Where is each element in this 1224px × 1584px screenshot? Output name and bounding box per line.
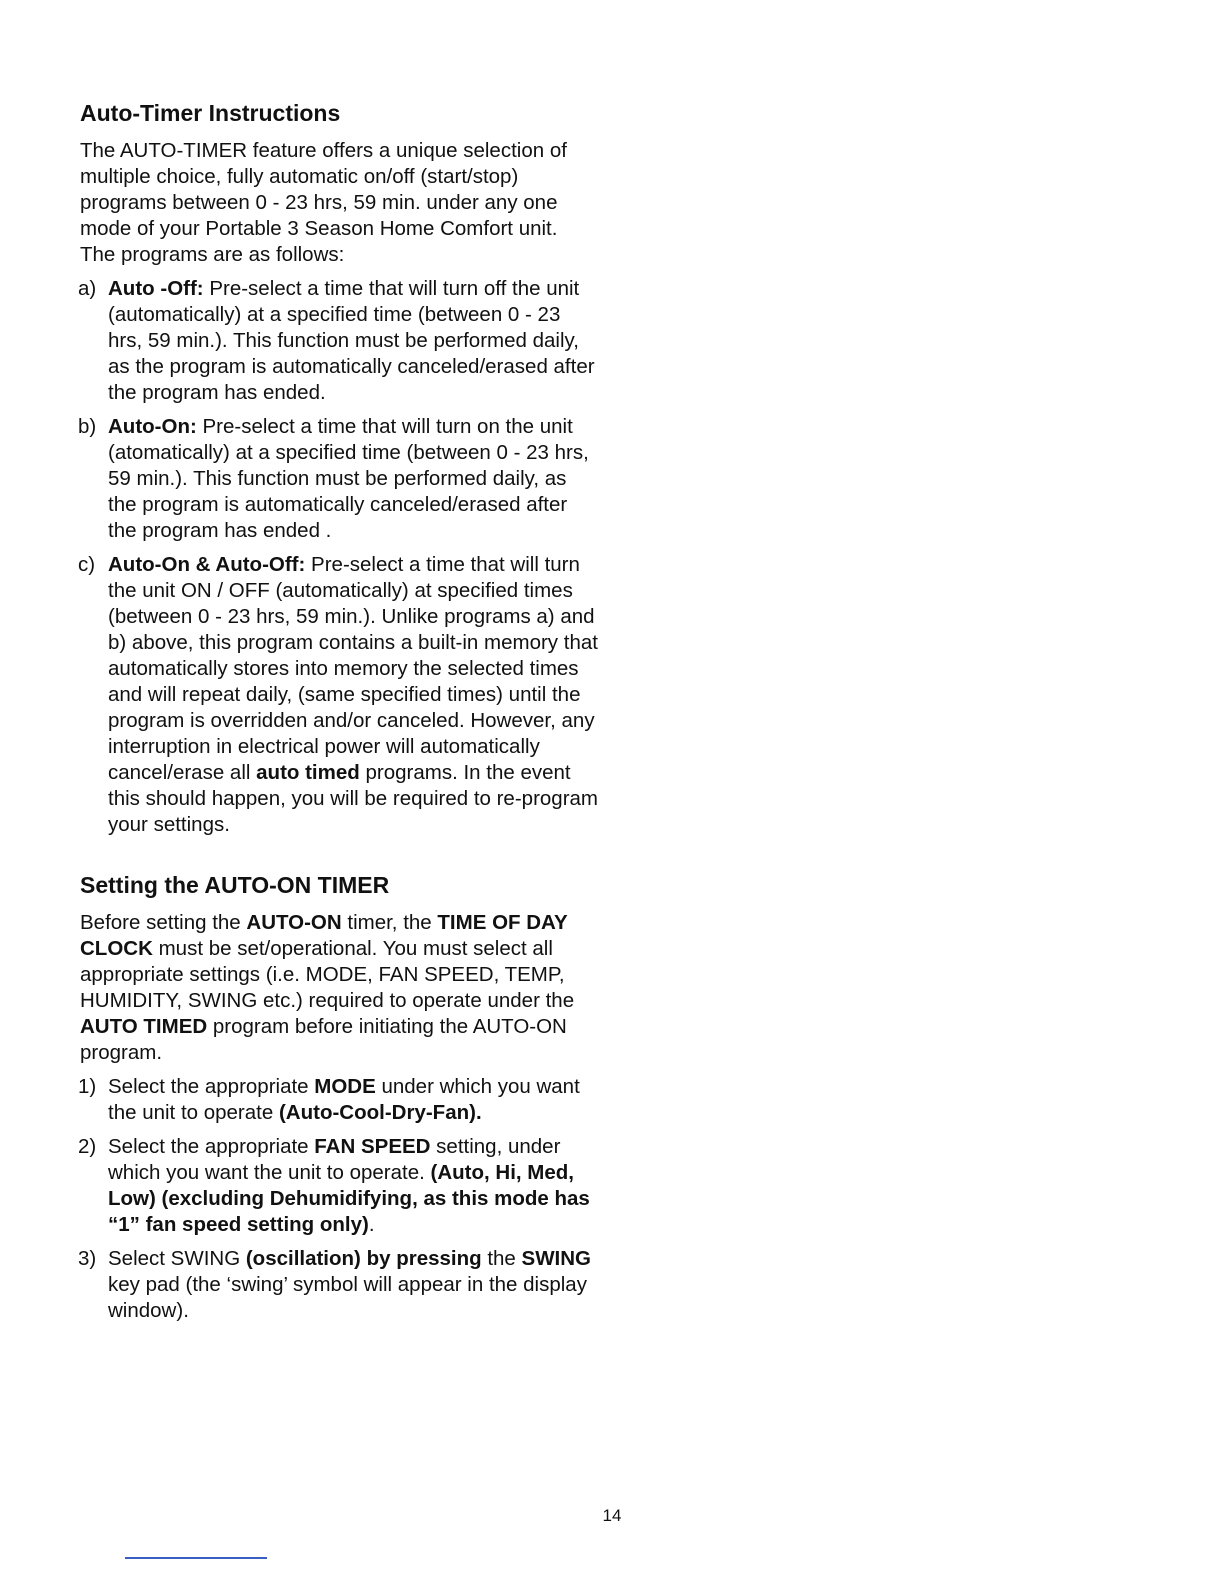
item-title: Auto -Off:: [108, 277, 204, 300]
program-item-auto-off: [78, 276, 598, 406]
item-text: programs. In the event this should happen, you will be required to re-program your settings.: [108, 761, 598, 836]
step-item-fan-speed: 2) Select the appropriate FAN SPEED setting, under which you want the unit to operate. (Auto, Hi, Med, Low) (excluding Dehumidifying, as this mode has “1” fan speed setting only).: [78, 1135, 590, 1236]
item-label: b): [78, 415, 97, 438]
step-label: 3): [78, 1247, 97, 1270]
content-column: [78, 98, 598, 1332]
item-text: Pre-select a time that will turn the unit ON / OFF (automatically) at specified times (between 0 - 23 hrs, 59 min.). Unlike programs a) and b) above, this program contains a built-in memory that automatically stores into memory the selected times and will repeat daily, (same specified times) until the program is overridden and/or canceled. However, any interruption in electrical power will automatically cancel/erase all: [108, 553, 598, 784]
item-title: Auto-On & Auto-Off:: [108, 553, 306, 576]
auto-timer-intro: The AUTO-TIMER feature offers a unique selection of multiple choice, fully automatic on/off (start/stop) programs between 0 - 23 hrs, 59 min. under any one mode of your Portable 3 Season Home Comfort unit. The programs are as follows:: [80, 139, 567, 266]
footer-rule: [125, 1557, 267, 1559]
program-item-auto-on-off: [78, 552, 598, 838]
item-bold: auto timed: [256, 761, 360, 784]
item-title: Auto-On:: [108, 415, 197, 438]
step-label: 2): [78, 1135, 97, 1158]
section-heading-auto-timer: Auto-Timer Instructions: [80, 100, 341, 126]
step-item-swing: 3) Select SWING (oscillation) by pressing the SWING key pad (the ‘swing’ symbol will appear in the display window).: [78, 1247, 591, 1322]
item-label: c): [78, 553, 96, 576]
item-text: Pre-select a time that will turn on the unit (atomatically) at a specified time (between 0 - 23 hrs, 59 min.). This function must be performed daily, as the program is automatically canceled/erased after the program has ended .: [108, 415, 589, 542]
page-number: 14: [602, 1506, 622, 1525]
item-text: Pre-select a time that will turn off the unit (automatically) at a specified time (between 0 - 23 hrs, 59 min.). This function must be performed daily, as the program is automatically canceled/erased after the program has ended.: [108, 277, 595, 404]
program-item-auto-on: [78, 414, 598, 544]
step-label: 1): [78, 1075, 97, 1098]
section-heading-auto-on-timer: Setting the AUTO-ON TIMER: [80, 872, 390, 898]
item-label: a): [78, 277, 97, 300]
auto-on-intro: Before setting the AUTO-ON timer, the TIME OF DAY CLOCK must be set/operational. You must select all appropriate settings (i.e. MODE, FAN SPEED, TEMP, HUMIDITY, SWING etc.) required to operate under the AUTO TIMED program before initiating the AUTO-ON program.: [80, 911, 575, 1064]
step-item-mode: 1) Select the appropriate MODE under which you want the unit to operate (Auto-Cool-Dry-Fan).: [78, 1075, 580, 1124]
